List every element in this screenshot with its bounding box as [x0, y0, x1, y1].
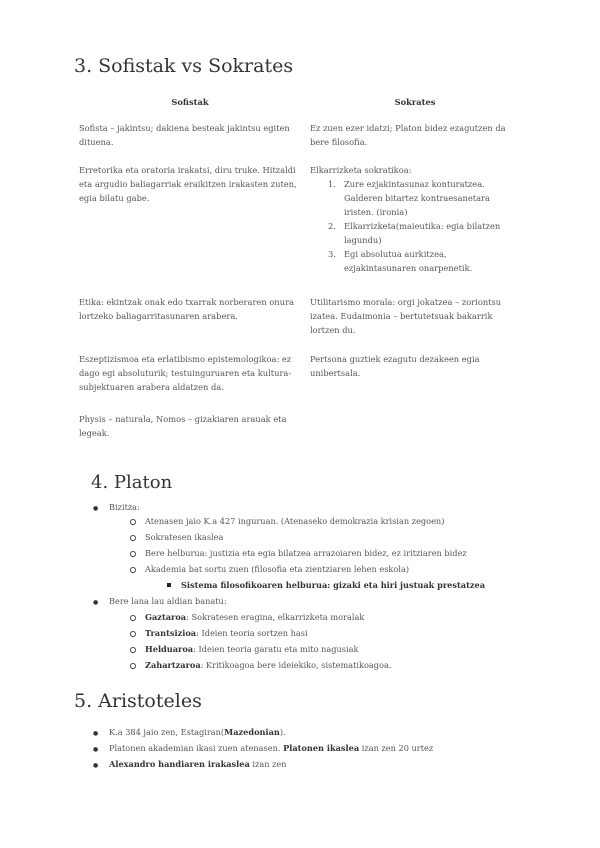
aristoteles-item: Platonen akademian ikasi zuen atenasen. Platonen ikaslea izan zen 20 urtez — [109, 743, 434, 753]
section-5-title: 5. Aristoteles — [74, 690, 202, 712]
circle-bullet-icon — [130, 567, 136, 573]
row3-left: Etika: ekintzak onak edo txarrak norberaren onura lortzeko baliagarritasunaren arabera. — [79, 297, 294, 321]
row3-right: Utilitarismo morala: orgi jokatzea – zoriontsu izatea. Eudaimonia – bertutetsuak bakarrik lortzen du. — [310, 297, 502, 335]
aristoteles-item: Alexandro handiaren irakaslea izan zen — [109, 759, 287, 769]
lana-item: Zahartzaroa: Kritikoagoa bere ideiekiko, sistematikoagoa. — [145, 660, 392, 670]
circle-bullet-icon — [130, 647, 136, 653]
socratic-list — [310, 177, 520, 275]
lana-item: Gaztaroa: Sokratesen eragina, elkarrizketa moralak — [145, 612, 365, 622]
bullet-dot-icon: ● — [93, 505, 99, 512]
bizitza-item: Akademia bat sortu zuen (filosofia eta zientziaren lehen eskola) — [145, 564, 410, 574]
bullet-dot-icon: ● — [93, 599, 99, 606]
bullet-dot-icon: ● — [93, 730, 99, 737]
square-bullet-icon — [167, 583, 171, 587]
bizitza-item: Sokratesen ikaslea — [145, 532, 224, 542]
row2-left: Erretorika eta oratoria irakatsi, diru truke. Hitzaldi eta argudio baliagarriak eraikitzen irakasten zuten, egia bilatu gabe. — [79, 165, 297, 203]
bizitza-item: Atenasen jaio K.a 427 inguruan. (Atenaseko demokrazia krisian zegoen) — [145, 516, 445, 526]
row2-right — [310, 163, 520, 275]
list-item: 3. Egi absolutua aurkitzea, ezjakintasunaren onarpenetik. — [328, 249, 473, 273]
row1-left: Sofista – jakintsu; dakiena besteak jakintsu egiten dituena. — [79, 123, 290, 147]
lana-item: Trantsizioa: Ideien teoria sortzen hasi — [145, 628, 308, 638]
helburua-line: Sistema filosofikoaren helburua: gizaki eta hiri justuak prestatzea — [181, 580, 486, 590]
lana-label: Bere lana lau aldian banatu: — [109, 596, 227, 606]
circle-bullet-icon — [130, 631, 136, 637]
circle-bullet-icon — [130, 535, 136, 541]
circle-bullet-icon — [130, 615, 136, 621]
section-4-title: 4. Platon — [91, 472, 173, 493]
col-header-sokrates: Sokrates — [394, 97, 436, 107]
col-header-sofistak: Sofistak — [171, 97, 209, 107]
list-item: 2. Elkarrizketa(maieutika: egia bilatzen lagundu) — [328, 221, 501, 245]
row4-left-extra: Physis – naturala, Nomos – gizakiaren arauak eta legeak. — [79, 414, 287, 438]
row4-left: Eszeptizismoa eta erlatibismo epistemologikoa: ez dago egi absoluturik; testuinguruaren eta kultura-subjektuaren arabera aldatzen da. — [79, 354, 292, 392]
row1-right: Ez zuen ezer idatzi; Platon bidez ezagutzen da bere filosofia. — [310, 123, 506, 147]
section-3-title: 3. Sofistak vs Sokrates — [74, 55, 294, 77]
circle-bullet-icon — [130, 519, 136, 525]
list-item: 1. Zure ezjakintasunaz konturatzea. Galderen bitartez kontraesanetara iristen. (ironia) — [328, 179, 490, 217]
row2-right-intro: Elkarrizketa sokratikoa: — [310, 165, 412, 175]
row4-right: Pertsona guztiek ezagutu dezakeen egia unibertsala. — [310, 354, 480, 378]
lana-item: Helduaroa: Ideien teoria garatu eta mito nagusiak — [145, 644, 359, 654]
circle-bullet-icon — [130, 663, 136, 669]
circle-bullet-icon — [130, 551, 136, 557]
bizitza-item: Bere helburua: justizia eta egia bilatzea arrazoiaren bidez, ez iritziaren bidez — [145, 548, 467, 558]
bizitza-label: Bizitza: — [109, 502, 140, 512]
bullet-dot-icon: ● — [93, 746, 99, 753]
bullet-dot-icon: ● — [93, 762, 99, 769]
aristoteles-item: K.a 384 jaio zen, Estagiran(Mazedonian). — [109, 727, 286, 737]
